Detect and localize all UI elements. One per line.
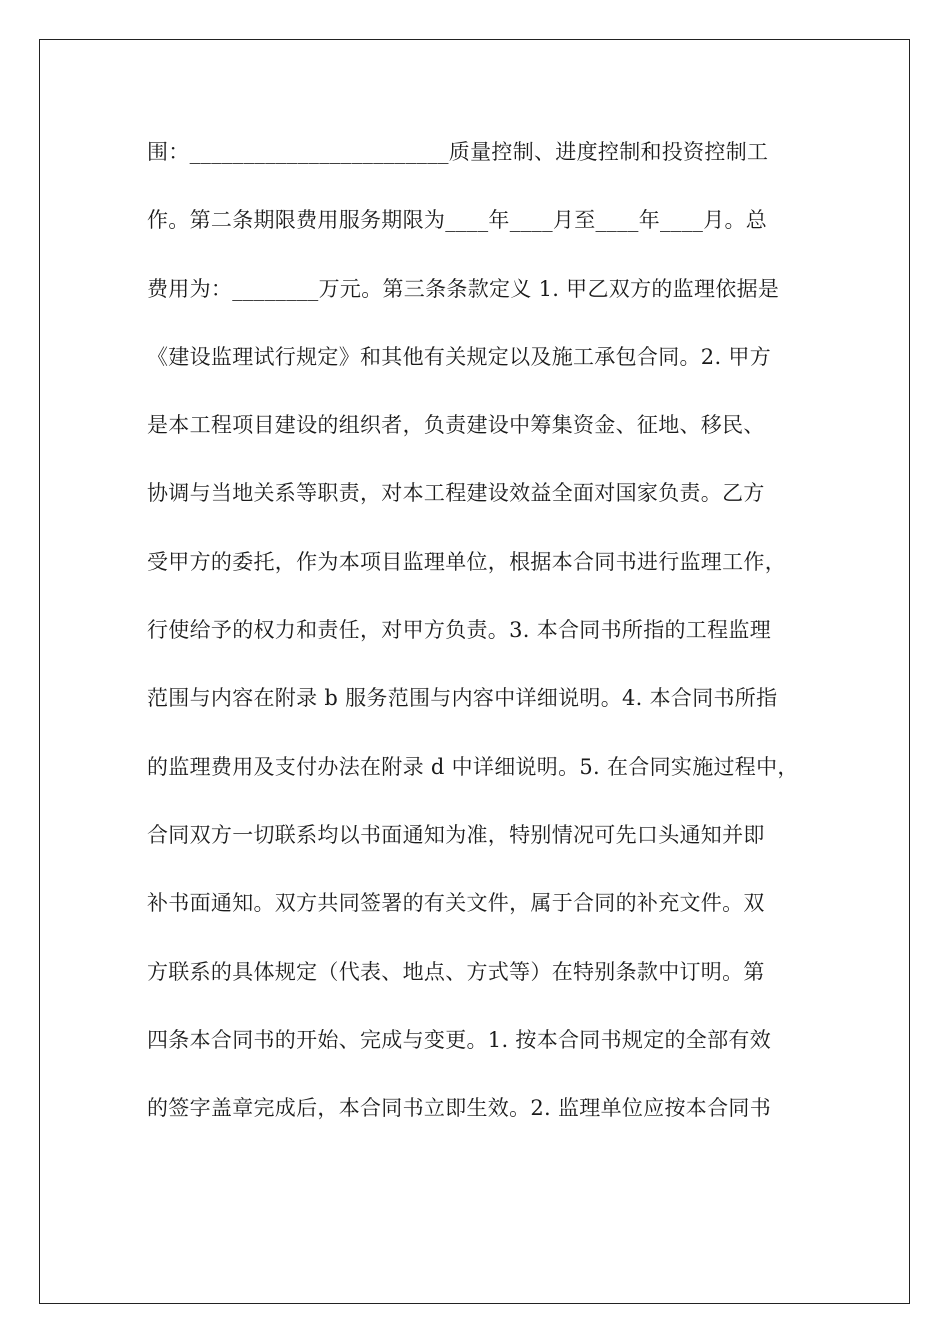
contract-body-text (147, 126, 807, 1150)
text-line: 补书面通知。双方共同签署的有关文件，属于合同的补充文件。双 (147, 891, 765, 916)
text-line: 方联系的具体规定（代表、地点、方式等）在特别条款中订明。第 (147, 959, 765, 984)
text-line: 费用为：________万元。第三条条款定义 1. 甲乙双方的监理依据是 (147, 276, 780, 301)
text-line: 合同双方一切联系均以书面通知为准，特别情况可先口头通知并即 (147, 822, 765, 847)
text-line: 受甲方的委托，作为本项目监理单位，根据本合同书进行监理工作， (147, 549, 786, 574)
text-line: 的签字盖章完成后，本合同书立即生效。2. 监理单位应按本合同书 (147, 1096, 772, 1121)
text-line: 协调与当地关系等职责，对本工程建设效益全面对国家负责。乙方 (147, 481, 765, 506)
text-line: 围：________________________质量控制、进度控制和投资控制工 (147, 140, 769, 164)
text-line: 行使给予的权力和责任，对甲方负责。3. 本合同书所指的工程监理 (147, 618, 772, 643)
text-line: 是本工程项目建设的组织者，负责建设中筹集资金、征地、移民、 (147, 413, 765, 438)
text-line: 《建设监理试行规定》和其他有关规定以及施工承包合同。2. 甲方 (147, 344, 772, 369)
text-line: 的监理费用及支付办法在附录 d 中详细说明。5. 在合同实施过程中， (147, 754, 799, 779)
text-line: 四条本合同书的开始、完成与变更。1. 按本合同书规定的全部有效 (147, 1027, 772, 1052)
text-line: 范围与内容在附录 b 服务范围与内容中详细说明。4. 本合同书所指 (147, 686, 778, 711)
text-line: 作。第二条期限费用服务期限为____年____月至____年____月。总 (147, 208, 768, 233)
